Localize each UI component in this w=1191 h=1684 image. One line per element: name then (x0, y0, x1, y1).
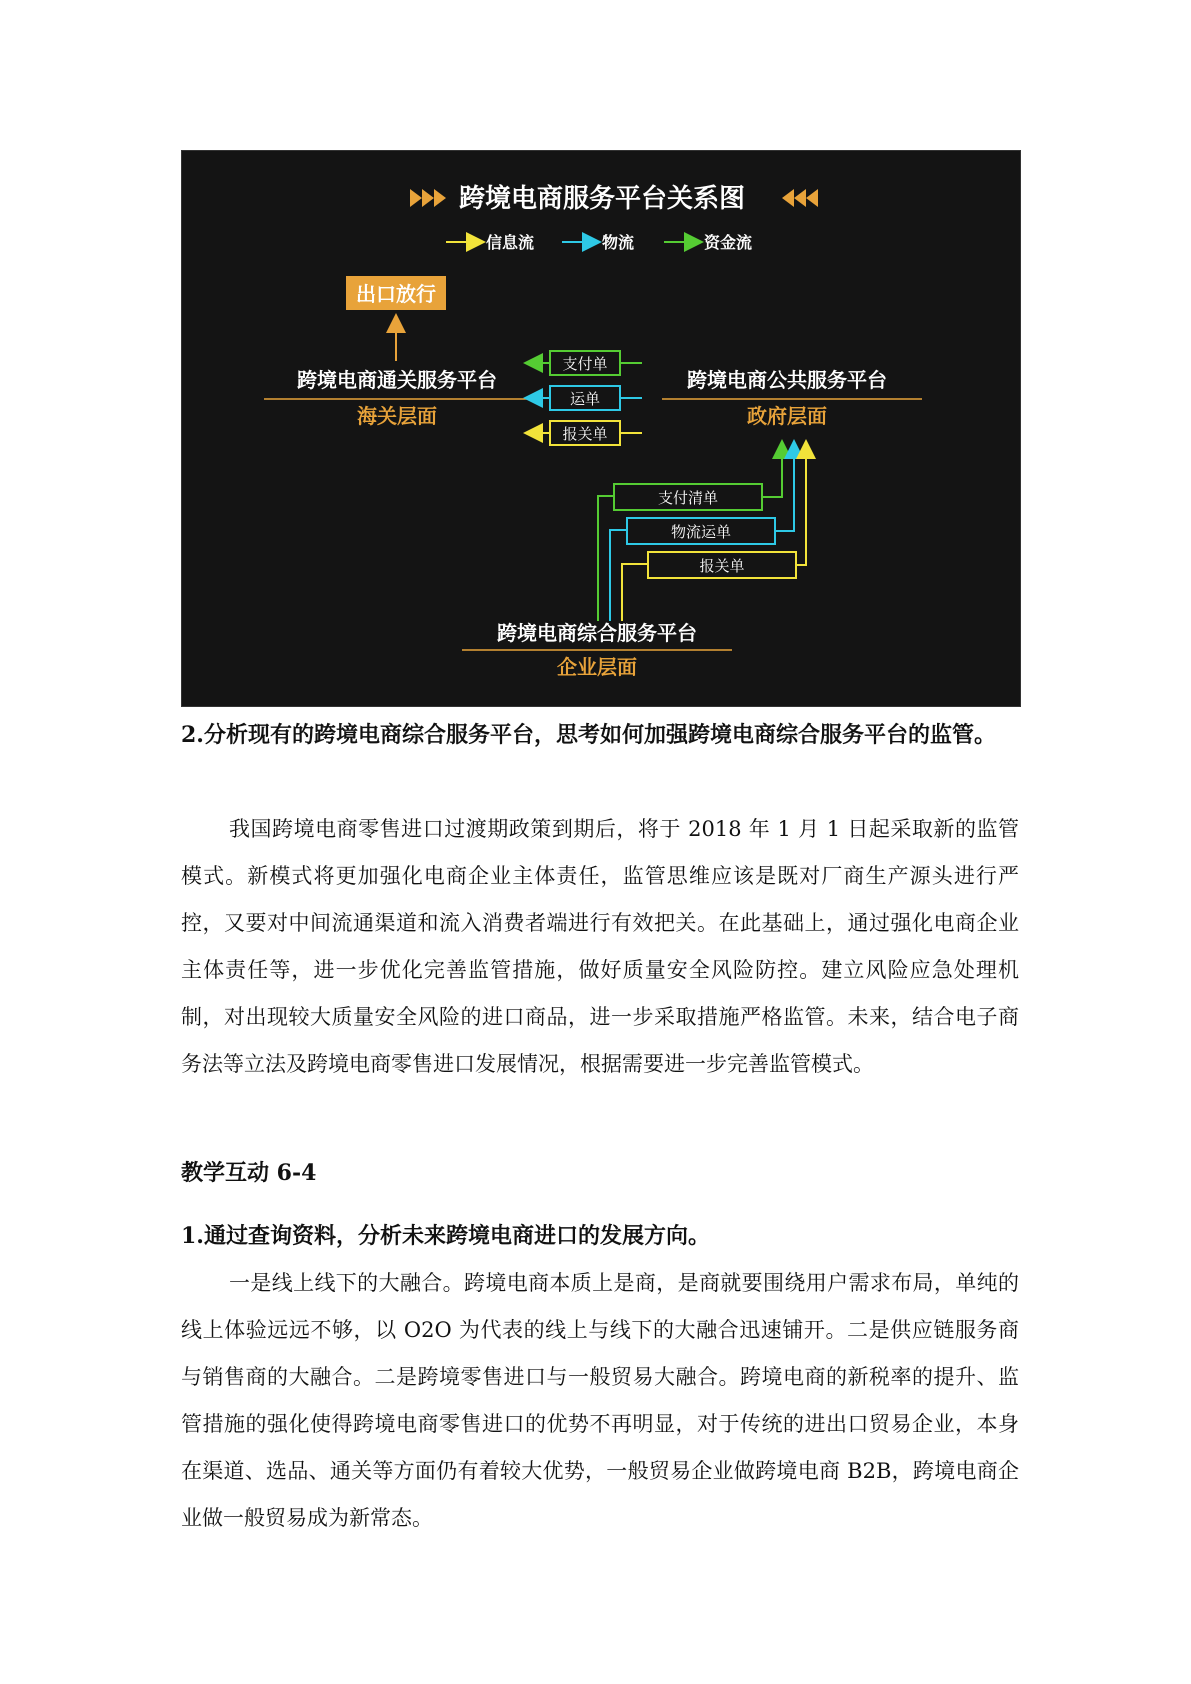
diagram-title: 跨境电商服务平台关系图 (458, 184, 746, 214)
public-platform-label: 跨境电商公共服务平台 (687, 368, 887, 392)
section-heading: 教学互动 6-4 (181, 1160, 317, 1186)
mid-doc-declaration: 报关单 (562, 425, 608, 443)
gov-level-label: 政府层面 (747, 404, 827, 428)
lower-doc-waybill: 物流运单 (670, 523, 732, 541)
diagram-title-left-chevrons (410, 189, 446, 207)
mid-doc-payment: 支付单 (562, 355, 608, 373)
question-1-heading: 1.通过查询资料，分析未来跨境电商进口的发展方向。 (181, 1223, 710, 1249)
answer-1-paragraph: 一是线上线下的大融合。跨境电商本质上是商，是商就要围绕用户需求布局，单纯的线上体验远远不够，以 O2O 为代表的线上与线下的大融合迅速铺开。二是供应链服务商与销售商的大融合。二是跨境零售进口与一般贸易大融合。跨境电商的新税率的提升、监管措施的强化使得跨境电商零售进口的优势不再明显，对于传统的进出口贸易企业，本身在渠道、选品、通关等方面仍有着较大优势，一般贸易企业做跨境电商 B2B，跨境电商企业做一般贸易成为新常态。 (181, 1271, 1019, 1530)
lower-connector-payment-right (762, 443, 782, 497)
comprehensive-platform-label: 跨境电商综合服务平台 (497, 621, 697, 645)
legend-logistics-label: 物流 (602, 233, 635, 252)
diagram-title-right-chevrons (782, 189, 818, 207)
lower-doc-declaration: 报关单 (699, 557, 745, 575)
question-2-heading: 2.分析现有的跨境电商综合服务平台，思考如何加强跨境电商综合服务平台的监管。 (181, 722, 996, 748)
enterprise-level-label: 企业层面 (557, 655, 637, 679)
lower-connector-declaration-left (622, 564, 648, 621)
legend-funds-label: 资金流 (704, 233, 753, 252)
customs-level-label: 海关层面 (357, 404, 437, 428)
platform-relationship-diagram (181, 150, 1021, 707)
mid-doc-waybill: 运单 (569, 390, 601, 408)
release-label: 出口放行 (356, 282, 436, 306)
lower-connector-declaration-right (796, 443, 806, 565)
legend-info-label: 信息流 (486, 233, 535, 252)
lower-connector-waybill-left (610, 530, 627, 621)
answer-2-paragraph: 我国跨境电商零售进口过渡期政策到期后，将于 2018 年 1 月 1 日起采取新的监管模式。新模式将更加强化电商企业主体责任，监管思维应该是既对厂商生产源头进行严控，又要对中间流通渠道和流入消费者端进行有效把关。在此基础上，通过强化电商企业主体责任等，进一步优化完善监管措施，做好质量安全风险防控。建立风险应急处理机制，对出现较大质量安全风险的进口商品，进一步采取措施严格监管。未来，结合电子商务法等立法及跨境电商零售进口发展情况，根据需要进一步完善监管模式。 (181, 817, 1019, 1076)
lower-doc-payment: 支付清单 (657, 489, 719, 507)
customs-platform-label: 跨境电商通关服务平台 (297, 368, 497, 392)
lower-connector-waybill-right (775, 443, 794, 531)
lower-connector-payment-left (598, 496, 614, 621)
